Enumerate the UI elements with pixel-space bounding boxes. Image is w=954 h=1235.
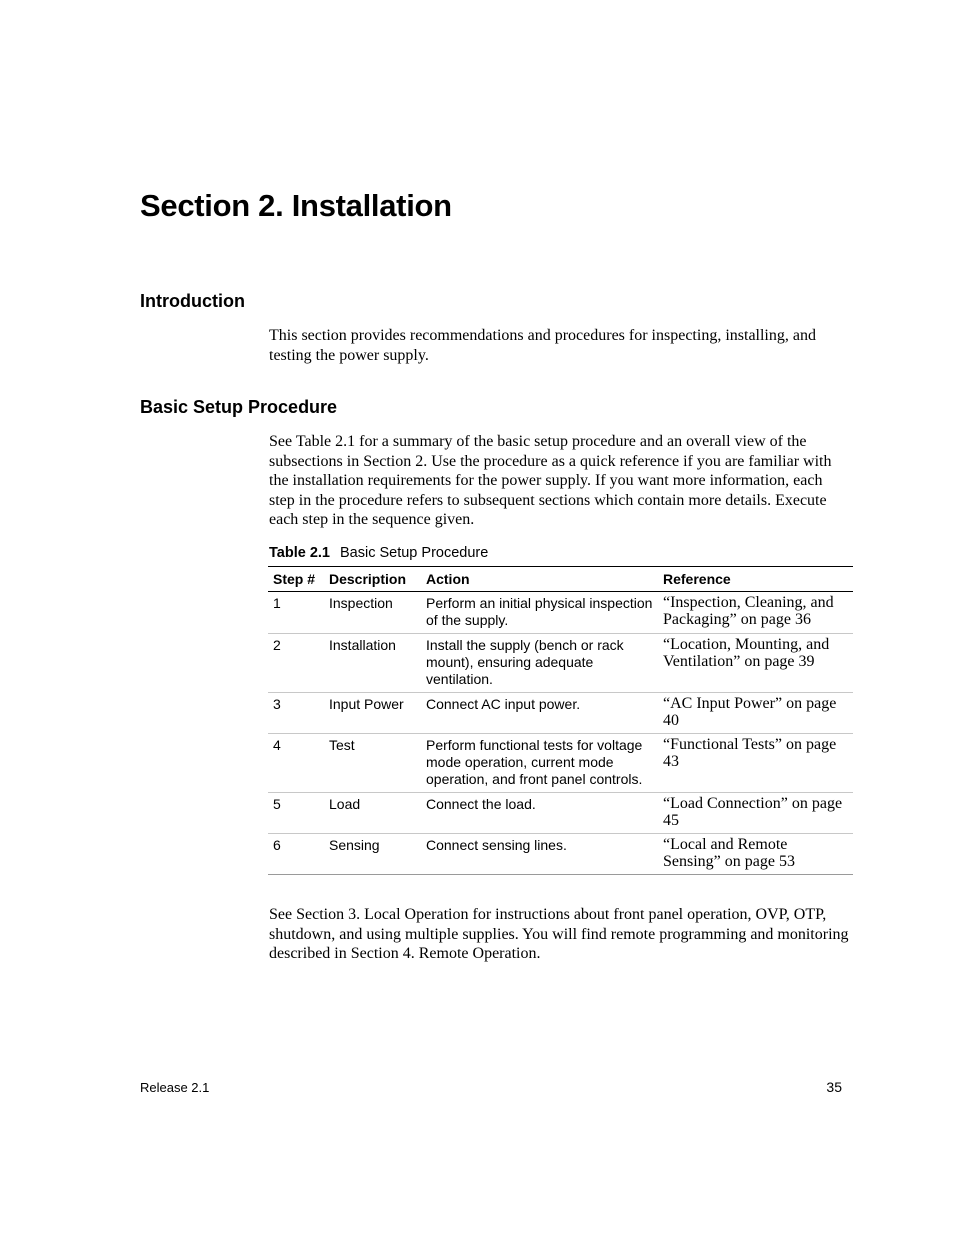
action-cell: Install the supply (bench or rack mount), ensuring adequate ventilation. bbox=[421, 634, 658, 693]
footer-release: Release 2.1 bbox=[140, 1080, 210, 1095]
step-cell: 2 bbox=[268, 634, 324, 693]
setup-procedure-table bbox=[268, 566, 853, 875]
table-caption bbox=[269, 544, 488, 562]
reference-cell: “Inspection, Cleaning, and Packaging” on page 36 bbox=[658, 592, 853, 634]
closing-paragraph: See Section 3. Local Operation for instructions about front panel operation, OVP, OTP, shutdown, and using multiple supplies. You will find remote programming and monitoring described in Section 4. Remote Operation. bbox=[269, 906, 849, 963]
table-row bbox=[268, 734, 853, 793]
step-cell: 1 bbox=[268, 592, 324, 634]
action-cell: Perform functional tests for voltage mode operation, current mode operation, and front panel controls. bbox=[421, 734, 658, 793]
introduction-heading: Introduction bbox=[140, 291, 245, 311]
reference-cell: “Functional Tests” on page 43 bbox=[658, 734, 853, 793]
description-cell: Inspection bbox=[324, 592, 421, 634]
section-title: Section 2. Installation bbox=[140, 188, 452, 223]
description-cell: Load bbox=[324, 793, 421, 834]
table-row bbox=[268, 592, 853, 634]
action-cell: Connect sensing lines. bbox=[421, 834, 658, 875]
step-cell: 5 bbox=[268, 793, 324, 834]
header-step: Step # bbox=[268, 567, 324, 592]
table-header-row bbox=[268, 567, 853, 592]
table-caption-title: Basic Setup Procedure bbox=[339, 545, 489, 561]
step-cell: 4 bbox=[268, 734, 324, 793]
step-cell: 3 bbox=[268, 693, 324, 734]
page-number: 35 bbox=[826, 1079, 842, 1095]
description-cell: Sensing bbox=[324, 834, 421, 875]
basic-setup-paragraph: See Table 2.1 for a summary of the basic setup procedure and an overall view of the subsections in Section 2. Use the procedure as a quick reference if you are familiar with the installation requirements for the power supply. If you want more information, each step in the procedure refers to subsequent sections which contain more details. Execute each step in the sequence given. bbox=[269, 433, 832, 529]
header-action: Action bbox=[421, 567, 658, 592]
introduction-paragraph: This section provides recommendations and procedures for inspecting, installing, and testing the power supply. bbox=[269, 327, 816, 364]
reference-cell: “Location, Mounting, and Ventilation” on page 39 bbox=[658, 634, 853, 693]
table-row bbox=[268, 793, 853, 834]
table-caption-number: Table 2.1 bbox=[269, 545, 330, 561]
table-row bbox=[268, 693, 853, 734]
step-cell: 6 bbox=[268, 834, 324, 875]
table-row bbox=[268, 834, 853, 875]
basic-setup-heading: Basic Setup Procedure bbox=[140, 397, 338, 417]
action-cell: Connect the load. bbox=[421, 793, 658, 834]
action-cell: Perform an initial physical inspection of the supply. bbox=[421, 592, 658, 634]
header-description: Description bbox=[324, 567, 421, 592]
table-row bbox=[268, 634, 853, 693]
description-cell: Test bbox=[324, 734, 421, 793]
header-reference: Reference bbox=[658, 567, 853, 592]
description-cell: Input Power bbox=[324, 693, 421, 734]
reference-cell: “AC Input Power” on page 40 bbox=[658, 693, 853, 734]
reference-cell: “Load Connection” on page 45 bbox=[658, 793, 853, 834]
action-cell: Connect AC input power. bbox=[421, 693, 658, 734]
description-cell: Installation bbox=[324, 634, 421, 693]
reference-cell: “Local and Remote Sensing” on page 53 bbox=[658, 834, 853, 875]
